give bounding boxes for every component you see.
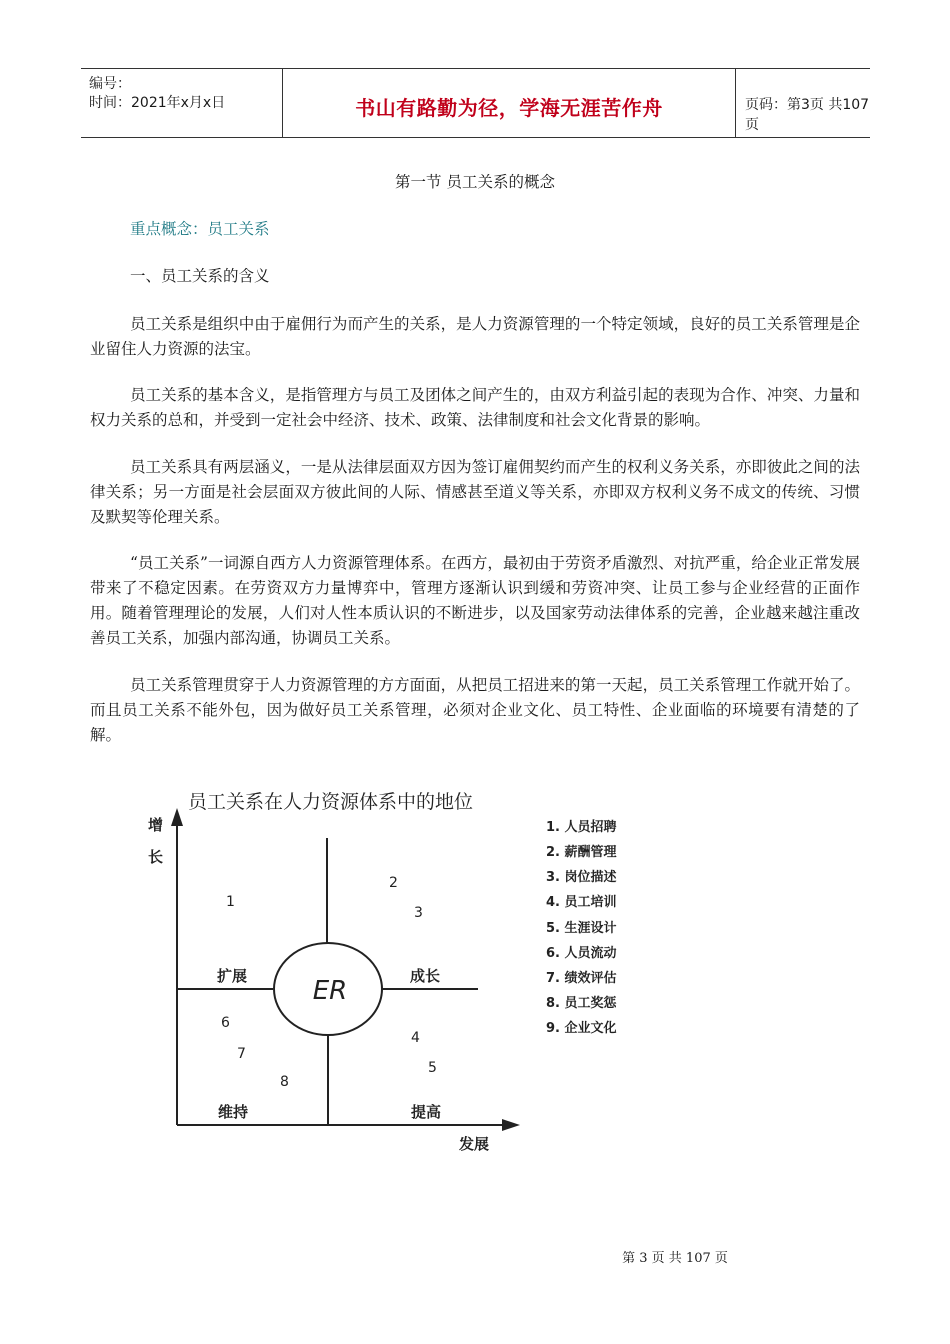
quadrant-bottom-right: 提高 <box>411 1103 442 1121</box>
function-number: 1 <box>226 894 235 910</box>
quadrant-top-right: 成长 <box>410 967 441 985</box>
page-indicator: 页码：第3页 共107页 <box>745 97 870 133</box>
paragraph: “员工关系”一词源自西方人力资源管理体系。在西方，最初由于劳资矛盾激烈、对抗严重，给企业正常发展带来了不稳定因素。在劳资双方力量博弈中，管理方逐渐认识到缓和劳资冲突、让员工参与企业经营的正面作用。随着管理理论的发展，人们对人性本质认识的不断进步，以及国家劳动法律体系的完善，企业越来越注重改善员工关系，加强内部沟通，协调员工关系。 <box>90 554 860 647</box>
legend-item: 4. 员工培训 <box>546 895 617 910</box>
paragraph: 员工关系具有两层涵义，一是从法律层面双方因为签订雇佣契约而产生的权利义务关系，亦即彼此之间的法律关系；另一方面是社会层面双方彼此间的人际、情感甚至道义等关系，亦即双方权利义务不成文的传统、习惯及默契等伦理关系。 <box>90 458 860 526</box>
diagram-title: 员工关系在人力资源体系中的地位 <box>188 791 474 813</box>
motto: 书山有路勤为径，学海无涯苦作舟 <box>355 96 663 120</box>
legend-item: 8. 员工奖惩 <box>546 996 617 1011</box>
legend-item: 6. 人员流动 <box>546 946 617 961</box>
paragraph: 员工关系管理贯穿于人力资源管理的方方面面，从把员工招进来的第一天起，员工关系管理工作就开始了。而且员工关系不能外包，因为做好员工关系管理，必须对企业文化、员工特性、企业面临的环境要有清楚的了解。 <box>90 676 860 744</box>
er-label: ER <box>312 976 348 1006</box>
section-title: 第一节 员工关系的概念 <box>395 173 555 191</box>
function-number: 2 <box>389 875 398 891</box>
function-number: 5 <box>428 1060 437 1076</box>
function-number: 4 <box>411 1030 420 1046</box>
subheading: 一、员工关系的含义 <box>130 267 270 285</box>
legend-item: 7. 绩效评估 <box>546 971 617 986</box>
legend-item: 5. 生涯设计 <box>546 921 617 936</box>
x-axis-arrow <box>502 1119 520 1131</box>
y-axis-label: 增 <box>148 816 164 834</box>
quadrant-top-left: 扩展 <box>217 967 248 985</box>
y-axis-arrow <box>171 808 183 826</box>
document-number: 编号： <box>89 76 131 92</box>
function-number: 3 <box>414 905 423 921</box>
legend-item: 9. 企业文化 <box>546 1021 617 1036</box>
legend-item: 2. 薪酬管理 <box>546 845 617 860</box>
paragraph: 员工关系是组织中由于雇佣行为而产生的关系，是人力资源管理的一个特定领域，良好的员工关系管理是企业留住人力资源的法宝。 <box>90 315 860 358</box>
document-date: 时间：2021年x月x日 <box>89 95 226 111</box>
er-position-diagram <box>0 770 950 1170</box>
function-number: 8 <box>280 1074 289 1090</box>
header-motto-cell <box>282 69 736 137</box>
y-axis-label: 长 <box>148 848 164 866</box>
quadrant-bottom-left: 维持 <box>218 1103 249 1121</box>
page-footer <box>0 1247 950 1266</box>
header-page-cell <box>735 69 870 137</box>
legend-item: 1. 人员招聘 <box>546 820 617 835</box>
key-concept: 重点概念：员工关系 <box>130 220 270 238</box>
diagram-legend <box>546 819 618 1036</box>
legend-item: 3. 岗位描述 <box>546 870 617 885</box>
document-header <box>81 68 870 138</box>
function-number: 6 <box>221 1015 230 1031</box>
function-number: 7 <box>237 1046 246 1062</box>
x-axis-label: 发展 <box>459 1135 490 1153</box>
footer-page-number: 第 3 页 共 107 页 <box>622 1251 728 1266</box>
header-meta-cell <box>81 69 282 137</box>
paragraph: 员工关系的基本含义，是指管理方与员工及团体之间产生的，由双方利益引起的表现为合作、冲突、力量和权力关系的总和，并受到一定社会中经济、技术、政策、法律制度和社会文化背景的影响。 <box>90 386 860 429</box>
